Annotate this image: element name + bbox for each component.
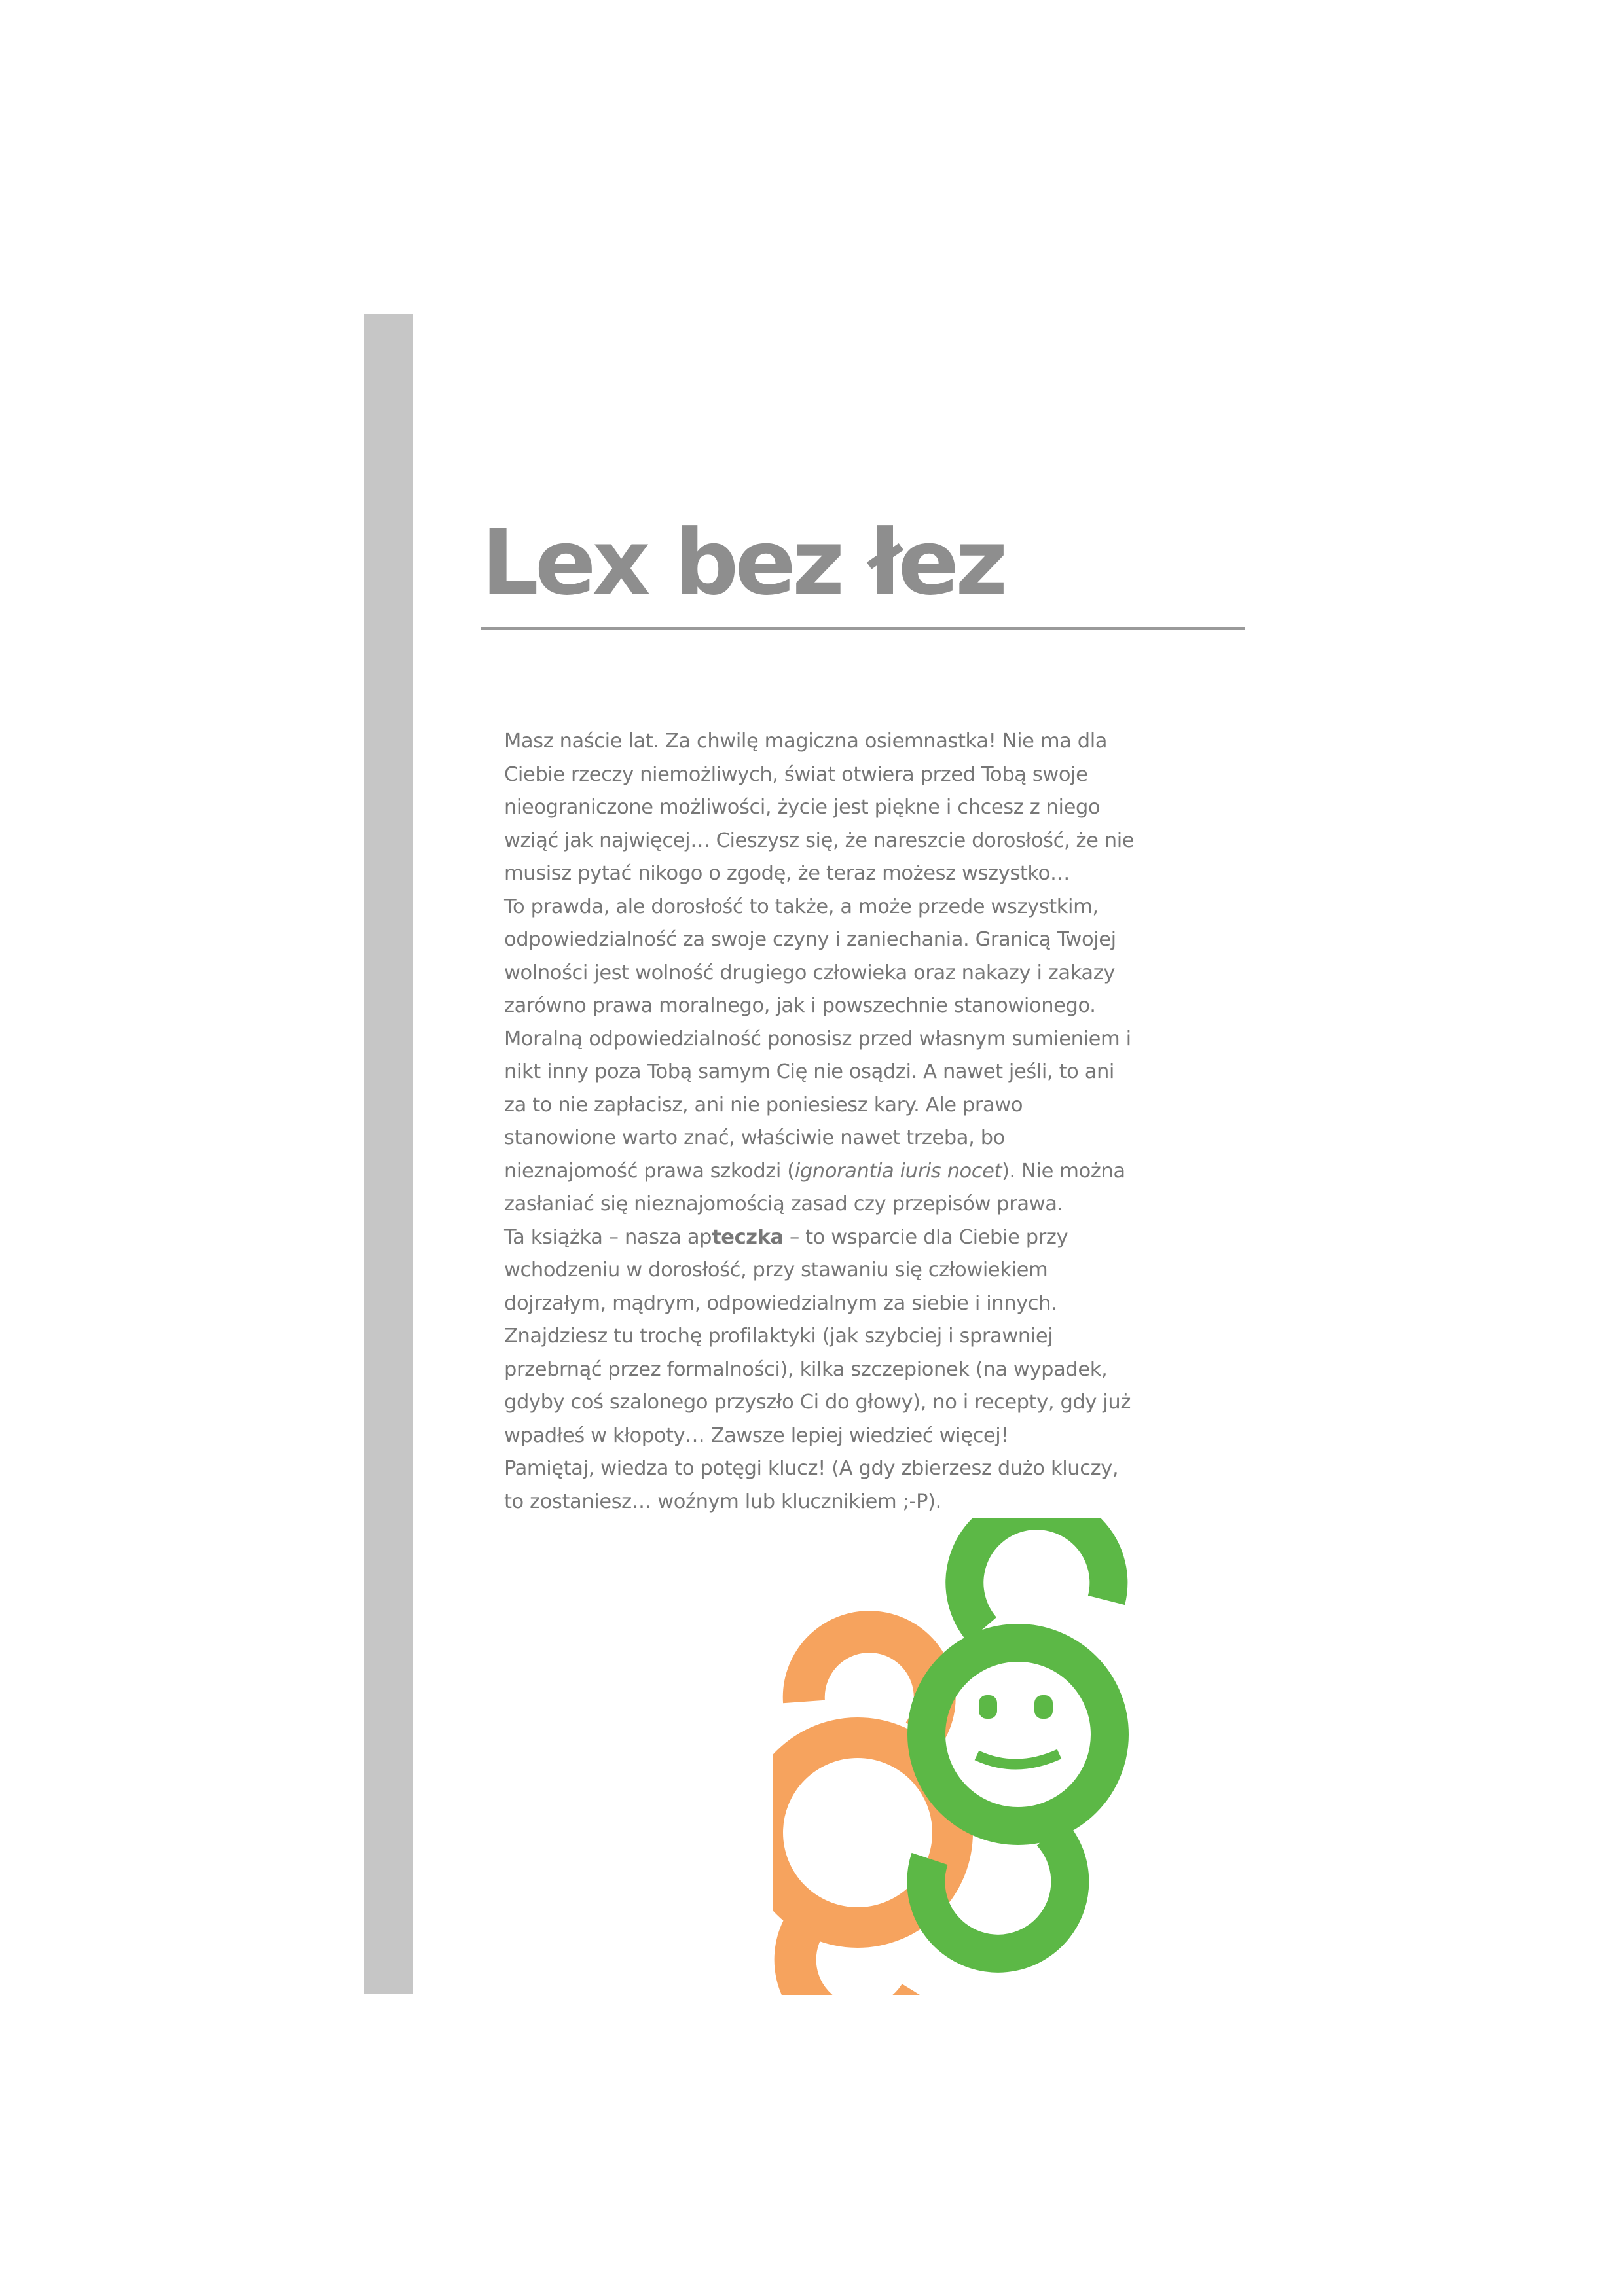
- side-bar: [364, 314, 413, 1994]
- latin-maxim: ignorantia iuris nocet: [794, 1159, 1002, 1183]
- title-underline: [481, 627, 1245, 630]
- paragraph-2-text: To prawda, ale dorosłość to także, a może przede wszystkim, odpowiedzialność za swoje czyny i zaniechania. Granicą Twojej wolności jest wolność drugiego człowieka oraz nakazy i zakazy zarówno prawa moralnego, jak i powszechnie stanowionego. Moralną odpowiedzialność ponosisz przed własnym sumieniem i nikt inny poza Tobą samym Cię nie osądzi. A nawet jeśli, to ani za to nie zapłacisz, ani nie poniesiesz kary. Ale prawo stanowione warto znać, właściwie nawet trzeba, bo nieznajomość prawa szkodzi (: [504, 895, 1131, 1183]
- paragraph-3-text-after: – to wsparcie dla Ciebie przy wchodzeniu w dorosłość, przy stawaniu się człowiekiem dojrzałym, mądrym, odpowiedzialnym za siebie i innych.: [504, 1225, 1068, 1315]
- paragraph-2-text-after: ). Nie można zasłaniać się nieznajomością zasad czy przepisów prawa.: [504, 1159, 1125, 1215]
- paragraph-1: Masz naście lat. Za chwilę magiczna osiemnastka! Nie ma dla Ciebie rzeczy niemożliwych, świat otwiera przed Tobą swoje nieograniczone możliwości, życie jest piękne i chcesz z niego wziąć jak najwięcej… Cieszysz się, że nareszcie dorosłość, że nie musisz pytać nikogo o zgodę, że teraz możesz wszystko…: [504, 730, 1135, 885]
- paragraph-5: Pamiętaj, wiedza to potęgi klucz! (A gdy zbierzesz dużo kluczy, to zostaniesz… woźnym lub klucznikiem ;-P).: [504, 1457, 1119, 1513]
- apteczka-emphasis: teczka: [712, 1225, 784, 1249]
- paragraph-3-text-before: Ta książka – nasza ap: [504, 1225, 712, 1249]
- paragraph-2: [504, 891, 1136, 1221]
- paragraph-4: Znajdziesz tu trochę profilaktyki (jak szybciej i sprawniej przebrnąć przez formalności), kilka szczepionek (na wypadek, gdyby coś szalonego przyszło Ci do głowy), no i recepty, gdy już wpadłeś w kłopoty… Zawsze lepiej wiedzieć więcej!: [504, 1325, 1131, 1447]
- paragraph-signs-emblem: [773, 1518, 1139, 1995]
- body-text: [504, 725, 1136, 1518]
- paragraph-3: [504, 1221, 1136, 1321]
- svg-text:*: *: [861, 1776, 884, 1827]
- svg-text:*: *: [828, 1776, 852, 1827]
- page-title: Lex bez łez: [481, 510, 1004, 615]
